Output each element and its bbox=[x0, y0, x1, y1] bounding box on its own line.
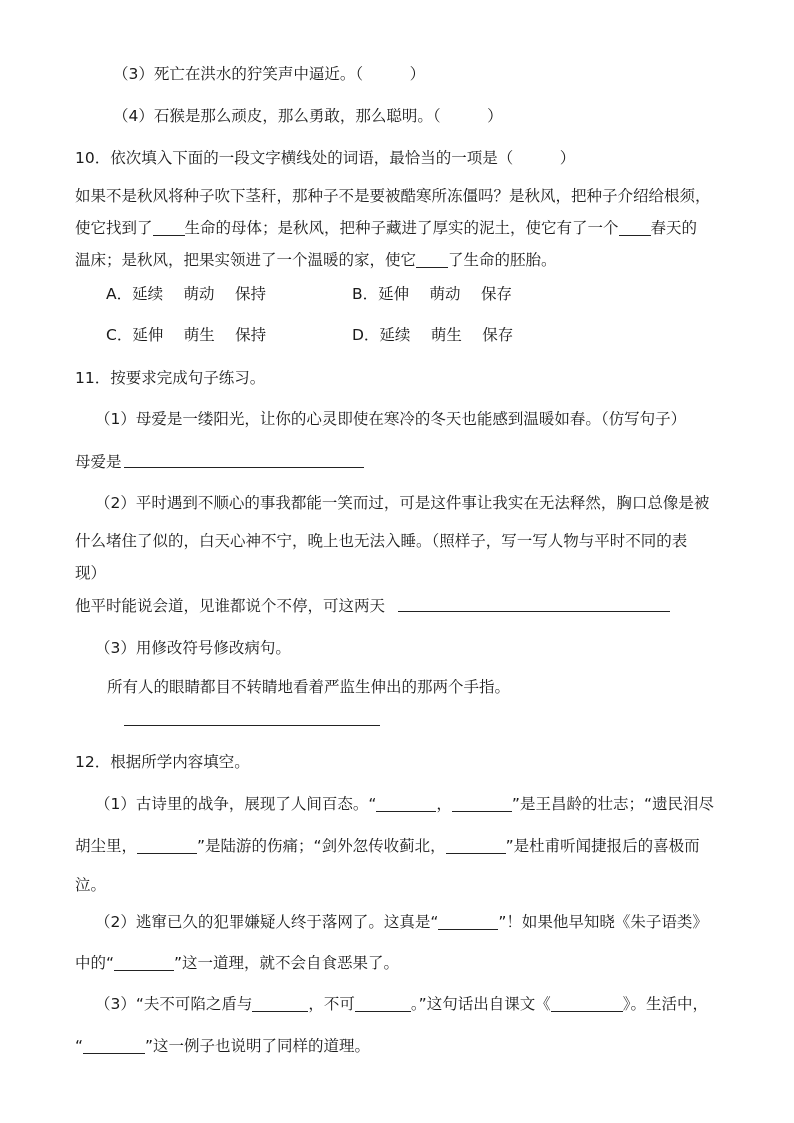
q11-stem: 11．按要求完成句子练习。 bbox=[75, 369, 266, 387]
q12-text: ”是杜甫听闻捷报后的喜极而 bbox=[505, 837, 700, 855]
q12-text: （1）古诗里的战争，展现了人间百态。“ bbox=[95, 795, 377, 813]
q12-text: ”！如果他早知晓《朱子语类》 bbox=[498, 913, 708, 931]
q10-text: 使它找到了 bbox=[75, 219, 153, 237]
q12-text: ”是王昌龄的壮志；“遗民泪尽 bbox=[511, 795, 714, 813]
q10-text: 了生命的胚胎。 bbox=[448, 251, 557, 269]
q12-text: 中的“ bbox=[75, 954, 115, 972]
q11-sentence-2-line-2: 什么堵住了似的，白天心神不宁，晚上也无法入睡。（照样子，写一写人物与平时不同的表 bbox=[75, 532, 688, 550]
q12-text: ”这一例子也说明了同样的道理。 bbox=[145, 1037, 371, 1055]
q10-passage-line-3 bbox=[75, 250, 557, 270]
q10-text: 温床；是秋风，把果实领进了一个温暖的家，使它 bbox=[75, 251, 417, 269]
q10-option-a[interactable]: A．延续 萌动 保持 bbox=[106, 285, 266, 303]
q10-passage-line-1: 如果不是秋风将种子吹下茎秆，那种子不是要被酷寒所冻僵吗？是秋风，把种子介绍给根须， bbox=[75, 187, 711, 205]
q12-text: （3）“夫不可陷之盾与 bbox=[95, 995, 253, 1013]
q12-text: （2）逃窜已久的犯罪嫌疑人终于落网了。这真是“ bbox=[95, 913, 439, 931]
answer-blank[interactable] bbox=[252, 997, 308, 1012]
q12-text: 胡尘里， bbox=[75, 837, 138, 855]
q12-s1-line-3: 泣。 bbox=[75, 876, 107, 894]
answer-blank[interactable] bbox=[376, 797, 436, 812]
q12-text: 。”这句话出自课文《 bbox=[410, 995, 551, 1013]
answer-blank[interactable] bbox=[446, 839, 506, 854]
q11-sentence-1: （1）母爱是一缕阳光，让你的心灵即使在寒冷的冬天也能感到温暖如春。（仿写句子） bbox=[95, 410, 687, 428]
q12-s2-line-1 bbox=[95, 912, 708, 932]
answer-line-2[interactable] bbox=[398, 611, 670, 612]
q10-text: 春天的 bbox=[650, 219, 698, 237]
answer-blank[interactable] bbox=[619, 221, 651, 236]
answer-blank[interactable] bbox=[355, 997, 411, 1012]
q11-sick-sentence: 所有人的眼睛都目不转睛地看着严监生伸出的那两个手指。 bbox=[107, 678, 511, 696]
q12-text: ”是陆游的伤痛；“剑外忽传收蓟北， bbox=[197, 837, 446, 855]
q11-answer-1-prefix: 母爱是 bbox=[75, 453, 122, 471]
q12-text: ，不可 bbox=[308, 995, 355, 1013]
q9-item-4: （4）石猴是那么顽皮，那么勇敢，那么聪明。（ ） bbox=[113, 107, 503, 125]
q10-option-c[interactable]: C．延伸 萌生 保持 bbox=[106, 326, 267, 344]
q12-s2-line-2 bbox=[75, 953, 399, 973]
q12-text: ， bbox=[436, 795, 452, 813]
q12-text: “ bbox=[75, 1037, 84, 1055]
q12-s3-line-1 bbox=[95, 994, 708, 1014]
answer-blank[interactable] bbox=[416, 253, 448, 268]
q11-sentence-2-line-1: （2）平时遇到不顺心的事我都能一笑而过，可是这件事让我实在无法释然，胸口总像是被 bbox=[95, 494, 710, 512]
q12-s1-line-2 bbox=[75, 836, 700, 856]
answer-line-3[interactable] bbox=[124, 725, 380, 726]
q10-option-b[interactable]: B．延伸 萌动 保存 bbox=[352, 285, 512, 303]
q10-passage-line-2 bbox=[75, 218, 697, 238]
answer-blank[interactable] bbox=[137, 839, 197, 854]
q11-answer-2-prefix: 他平时能说会道，见谁都说个不停，可这两天 bbox=[75, 597, 386, 615]
q12-s3-line-2 bbox=[75, 1036, 370, 1056]
answer-blank[interactable] bbox=[83, 1039, 145, 1054]
answer-blank[interactable] bbox=[551, 997, 623, 1012]
q10-option-d[interactable]: D．延续 萌生 保存 bbox=[352, 326, 514, 344]
q12-text: 》。生活中， bbox=[622, 995, 708, 1013]
q10-text: 生命的母体；是秋风，把种子藏进了厚实的泥土，使它有了一个 bbox=[184, 219, 619, 237]
q11-sentence-3: （3）用修改符号修改病句。 bbox=[95, 639, 291, 657]
q12-text: ”这一道理，就不会自食恶果了。 bbox=[174, 954, 400, 972]
answer-blank[interactable] bbox=[114, 956, 174, 971]
answer-blank[interactable] bbox=[452, 797, 512, 812]
q9-item-3: （3）死亡在洪水的狞笑声中逼近。（ ） bbox=[113, 65, 426, 83]
q12-s1-line-1 bbox=[95, 794, 714, 814]
q12-stem: 12．根据所学内容填空。 bbox=[75, 753, 250, 771]
answer-blank[interactable] bbox=[438, 915, 498, 930]
answer-blank[interactable] bbox=[153, 221, 185, 236]
q11-sentence-2-line-3: 现） bbox=[75, 564, 107, 582]
answer-line-1[interactable] bbox=[124, 467, 364, 468]
q10-stem: 10．依次填入下面的一段文字横线处的词语，最恰当的一项是（ ） bbox=[75, 149, 576, 167]
